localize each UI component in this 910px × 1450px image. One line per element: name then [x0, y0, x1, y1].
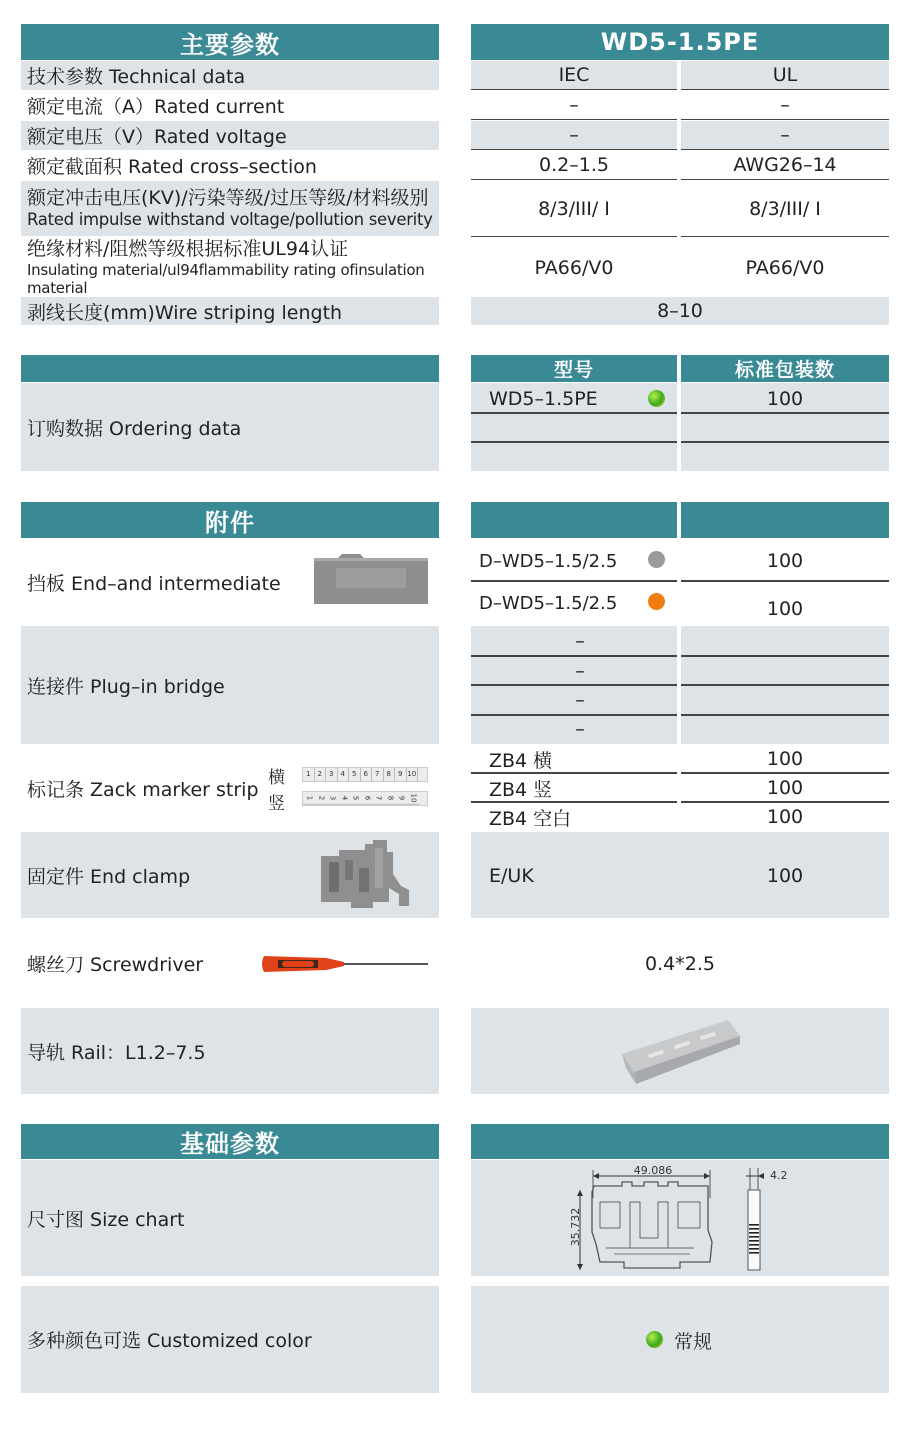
marker-model-3: ZB4 空白 — [489, 807, 572, 830]
rated-current-ul: – — [681, 91, 889, 120]
marker-number: 3 — [326, 768, 338, 781]
insulating-material-label-en: Insulating material/ul94flammability rating ofinsulation material — [27, 260, 425, 297]
marker-model-1: ZB4 横 — [489, 749, 553, 772]
marker-qty-1: 100 — [766, 748, 804, 770]
marker-number: 5 — [349, 768, 361, 781]
marker-vertical-label: 竖 — [268, 793, 285, 814]
divider — [471, 801, 677, 803]
insulating-material-iec: PA66/V0 — [534, 256, 614, 279]
rated-current-label: 额定电流（A）Rated current — [27, 96, 285, 118]
marker-number: 4 — [337, 793, 350, 805]
customized-color-label: 多种颜色可选 Customized color — [21, 1286, 439, 1393]
end-plate-qty-2: 100 — [766, 598, 804, 620]
divider — [681, 655, 889, 657]
end-plate-qty-1: 100 — [766, 550, 804, 572]
marker-qty-2: 100 — [766, 777, 804, 799]
basic-params-right-header — [471, 1124, 889, 1159]
marker-number: 5 — [348, 793, 361, 805]
pack-column-header: 标准包装数 — [681, 355, 889, 382]
wire-striping-value: 8–10 — [471, 297, 889, 325]
end-clamp-qty: 100 — [766, 865, 804, 887]
screwdriver-label: 螺丝刀 Screwdriver — [27, 953, 204, 976]
marker-number: 8 — [384, 768, 396, 781]
divider — [681, 801, 889, 803]
technical-data-label: 技术参数 Technical data — [21, 61, 439, 90]
insulating-material-ul: PA66/V0 — [745, 256, 825, 279]
grey-color-dot-icon — [648, 551, 665, 568]
impulse-voltage-label — [21, 181, 439, 236]
rated-voltage-label: 额定电压（V）Rated voltage — [21, 121, 439, 150]
accessories-right-header — [471, 502, 677, 538]
end-clamp-model: E/UK — [489, 865, 534, 887]
rated-cross-section-label: 额定截面积 Rated cross–section — [27, 156, 317, 178]
divider — [681, 714, 889, 716]
divider — [681, 580, 889, 582]
ordering-header-bar — [21, 355, 439, 382]
end-plate-model-2: D–WD5–1.5/2.5 — [479, 592, 618, 614]
size-chart-label: 尺寸图 Size chart — [21, 1160, 439, 1276]
ordering-data-label: 订购数据 Ordering data — [21, 383, 439, 471]
marker-number: 3 — [325, 793, 338, 805]
marker-number: 6 — [361, 768, 373, 781]
marker-model-2: ZB4 竖 — [489, 778, 553, 801]
divider — [681, 772, 889, 774]
marker-number: 2 — [314, 793, 327, 805]
end-clamp-image — [315, 838, 415, 912]
bridge-item-1: – — [575, 630, 585, 652]
marker-strip-label: 标记条 Zack marker strip — [27, 778, 259, 801]
divider — [471, 412, 677, 414]
marker-number: 9 — [394, 793, 407, 805]
ul-header: UL — [681, 61, 889, 90]
screwdriver-value: 0.4*2.5 — [645, 953, 715, 975]
marker-number: 4 — [338, 768, 350, 781]
marker-number: 10 — [406, 793, 419, 805]
marker-qty-3: 100 — [766, 806, 804, 828]
marker-number: 6 — [360, 793, 373, 805]
dimension-thickness: 4.2 — [770, 1169, 788, 1182]
customized-color-value: 常规 — [674, 1330, 713, 1353]
divider — [471, 580, 677, 582]
impulse-voltage-ul: 8/3/III/ I — [681, 181, 889, 237]
divider — [681, 684, 889, 686]
divider — [471, 441, 677, 443]
marker-number: 7 — [371, 793, 384, 805]
rail-label: 导轨 Rail：L1.2–7.5 — [21, 1008, 439, 1094]
main-params-header: 主要参数 — [21, 24, 439, 60]
orange-color-dot-icon — [648, 593, 665, 610]
rated-voltage-iec: – — [471, 121, 677, 150]
end-clamp-label: 固定件 End clamp — [21, 832, 439, 918]
marker-number: 8 — [383, 793, 396, 805]
cross-section-ul: AWG26–14 — [681, 151, 889, 180]
dimension-width: 49.086 — [633, 1164, 673, 1177]
green-color-dot-icon — [646, 1331, 663, 1348]
accessories-header: 附件 — [21, 502, 439, 538]
cross-section-iec: 0.2–1.5 — [471, 151, 677, 180]
basic-params-header: 基础参数 — [21, 1124, 439, 1159]
bridge-item-4: – — [575, 718, 585, 740]
marker-number: 1 — [302, 793, 315, 805]
model-column-header: 型号 — [471, 355, 677, 382]
divider — [681, 441, 889, 443]
green-color-dot-icon — [648, 390, 665, 407]
end-plate-model-1: D–WD5–1.5/2.5 — [479, 550, 618, 572]
marker-number: 10 — [407, 768, 419, 781]
bridge-item-2: – — [575, 660, 585, 682]
rail-image — [618, 1014, 744, 1090]
ordering-model: WD5–1.5PE — [489, 388, 598, 410]
divider — [471, 655, 677, 657]
accessories-right-header-2 — [681, 502, 889, 538]
divider — [681, 412, 889, 414]
marker-strip-vertical — [302, 791, 428, 806]
marker-number: 1 — [303, 768, 315, 781]
impulse-voltage-iec: 8/3/III/ I — [471, 181, 677, 237]
marker-number: 7 — [372, 768, 384, 781]
insulating-material-label — [21, 240, 439, 295]
iec-header: IEC — [471, 61, 677, 90]
bridge-item-3: – — [575, 689, 585, 711]
wire-striping-label: 剥线长度(mm)Wire striping length — [21, 297, 439, 325]
rated-voltage-ul: – — [681, 121, 889, 150]
divider — [471, 772, 677, 774]
plug-in-bridge-label: 连接件 Plug–in bridge — [21, 626, 439, 744]
impulse-voltage-label-cn: 额定冲击电压(KV)/污染等级/过压等级/材料级别 — [27, 187, 429, 210]
ordering-qty: 100 — [766, 388, 804, 410]
marker-horizontal-label: 横 — [268, 767, 285, 788]
screwdriver-image — [258, 950, 430, 978]
rated-current-iec: – — [471, 91, 677, 120]
product-title-header: WD5-1.5PE — [471, 24, 889, 60]
marker-number: 9 — [395, 768, 407, 781]
dimension-height: 35.732 — [569, 1207, 582, 1247]
divider — [471, 684, 677, 686]
marker-number: 2 — [315, 768, 327, 781]
insulating-material-label-cn: 绝缘材料/阻燃等级根据标准UL94认证 — [27, 238, 349, 261]
impulse-voltage-label-en: Rated impulse withstand voltage/pollution severity — [27, 210, 433, 229]
end-plate-image — [310, 552, 430, 610]
marker-strip-horizontal — [302, 767, 428, 782]
end-plate-label: 挡板 End–and intermediate — [27, 572, 281, 595]
